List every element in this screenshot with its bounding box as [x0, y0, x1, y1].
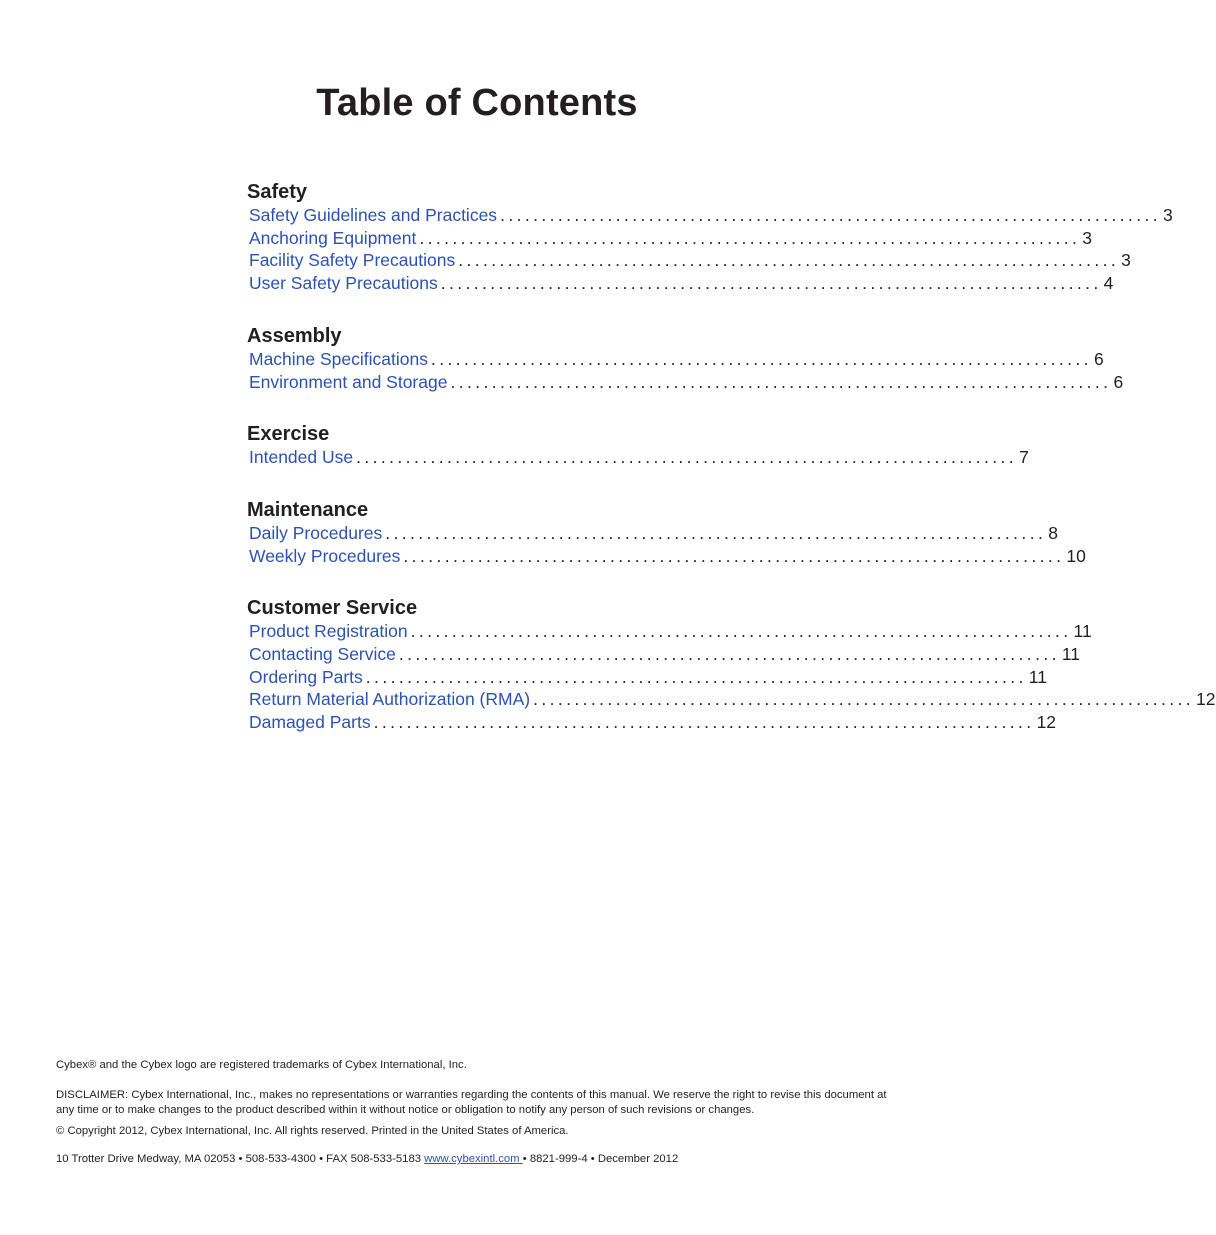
- toc-entry-link[interactable]: Daily Procedures: [249, 522, 383, 543]
- address-line: [56, 1152, 896, 1167]
- dot-leader: ................................................................................: [373, 712, 1035, 733]
- toc-entry[interactable]: [247, 620, 1092, 643]
- page-number: 11: [1028, 666, 1047, 687]
- toc-entry[interactable]: [247, 643, 1081, 666]
- dot-leader: ................................................................................: [440, 273, 1102, 294]
- toc-entry-link[interactable]: Intended Use: [249, 447, 354, 468]
- address-text: 10 Trotter Drive Medway, MA 02053 • 508-533-4300 • FAX 508-533-5183: [56, 1153, 425, 1165]
- page-number: 8: [1048, 522, 1058, 543]
- toc-entry[interactable]: [247, 249, 1131, 272]
- toc-entry[interactable]: [247, 371, 1124, 394]
- trademark-notice: Cybex® and the Cybex logo are registered trademarks of Cybex International, Inc.: [56, 1059, 467, 1071]
- toc-section-maintenance: [247, 498, 1086, 567]
- section-heading: Safety: [247, 181, 308, 203]
- toc-entry-link[interactable]: Product Registration: [249, 621, 408, 642]
- document-info: • 8821-999-4 • December 2012: [522, 1153, 679, 1165]
- dot-leader: ................................................................................: [403, 545, 1065, 566]
- page-number: 10: [1066, 545, 1086, 566]
- toc-entry-link[interactable]: User Safety Precautions: [249, 273, 438, 294]
- toc-entry[interactable]: [247, 666, 1047, 689]
- toc-entry-link[interactable]: Environment and Storage: [249, 371, 448, 392]
- page-number: 3: [1121, 250, 1131, 271]
- dot-leader: ................................................................................: [356, 447, 1018, 468]
- toc-entry-link[interactable]: Weekly Procedures: [249, 545, 401, 566]
- toc-section-safety: [247, 180, 1173, 295]
- disclaimer: DISCLAIMER: Cybex International, Inc., makes no representations or warranties regarding the contents of this manual. We reserve the right to revise this document at any time or to make changes to the product described within it without notice or obligation to notify any person of such revisions or changes.: [56, 1089, 887, 1116]
- page-title: Table of Contents: [316, 82, 638, 124]
- section-heading: Customer Service: [247, 597, 418, 620]
- page-number: 3: [1163, 205, 1173, 225]
- toc-entry[interactable]: [247, 204, 1173, 227]
- toc-entry[interactable]: [247, 688, 1216, 711]
- toc-entry[interactable]: [247, 272, 1114, 295]
- toc-entry-link[interactable]: Safety Guidelines and Practices: [249, 205, 498, 225]
- page-number: 6: [1113, 371, 1124, 392]
- page-number: 3: [1082, 227, 1093, 248]
- dot-leader: ................................................................................: [365, 666, 1027, 687]
- page-number: 7: [1019, 447, 1029, 468]
- toc-entry-link[interactable]: Contacting Service: [249, 644, 396, 665]
- footer: [56, 1058, 896, 1167]
- section-heading: Exercise: [247, 423, 330, 446]
- page-number: 11: [1073, 621, 1092, 642]
- section-heading: Assembly: [247, 324, 342, 347]
- dot-leader: ................................................................................: [410, 621, 1072, 642]
- toc-entry-link[interactable]: Facility Safety Precautions: [249, 250, 456, 271]
- section-heading: Maintenance: [247, 498, 369, 521]
- toc-section-assembly: [247, 324, 1124, 393]
- website-link[interactable]: www.cybexintl.com: [424, 1153, 523, 1165]
- dot-leader: ................................................................................: [533, 689, 1195, 710]
- toc-entry[interactable]: [247, 348, 1104, 371]
- toc-section-customer-service: [247, 596, 1216, 734]
- toc-entry-link[interactable]: Anchoring Equipment: [249, 227, 417, 248]
- table-of-contents: [247, 180, 1216, 763]
- dot-leader: ................................................................................: [398, 644, 1060, 665]
- toc-entry[interactable]: [247, 545, 1086, 568]
- page-number: 12: [1196, 689, 1216, 710]
- toc-entry[interactable]: [247, 446, 1029, 469]
- toc-entry[interactable]: [247, 522, 1058, 545]
- toc-entry-link[interactable]: Ordering Parts: [249, 666, 363, 687]
- toc-entry-link[interactable]: Return Material Authorization (RMA): [249, 689, 531, 710]
- page-number: 12: [1036, 712, 1057, 733]
- dot-leader: ................................................................................: [458, 250, 1120, 271]
- dot-leader: ................................................................................: [450, 371, 1112, 392]
- dot-leader: ................................................................................: [500, 205, 1162, 225]
- toc-entry-link[interactable]: Damaged Parts: [249, 712, 371, 733]
- page-number: 6: [1093, 348, 1104, 369]
- dot-leader: ................................................................................: [385, 522, 1047, 543]
- page-number: 4: [1103, 273, 1114, 294]
- copyright-notice: © Copyright 2012, Cybex International, Inc. All rights reserved. Printed in the United States of America.: [56, 1125, 569, 1137]
- page-number: 11: [1061, 644, 1081, 665]
- toc-entry[interactable]: [247, 227, 1093, 250]
- toc-section-exercise: [247, 422, 1029, 469]
- toc-entry-link[interactable]: Machine Specifications: [249, 348, 428, 369]
- toc-entry[interactable]: [247, 711, 1057, 734]
- dot-leader: ................................................................................: [419, 227, 1081, 248]
- dot-leader: ................................................................................: [430, 348, 1092, 369]
